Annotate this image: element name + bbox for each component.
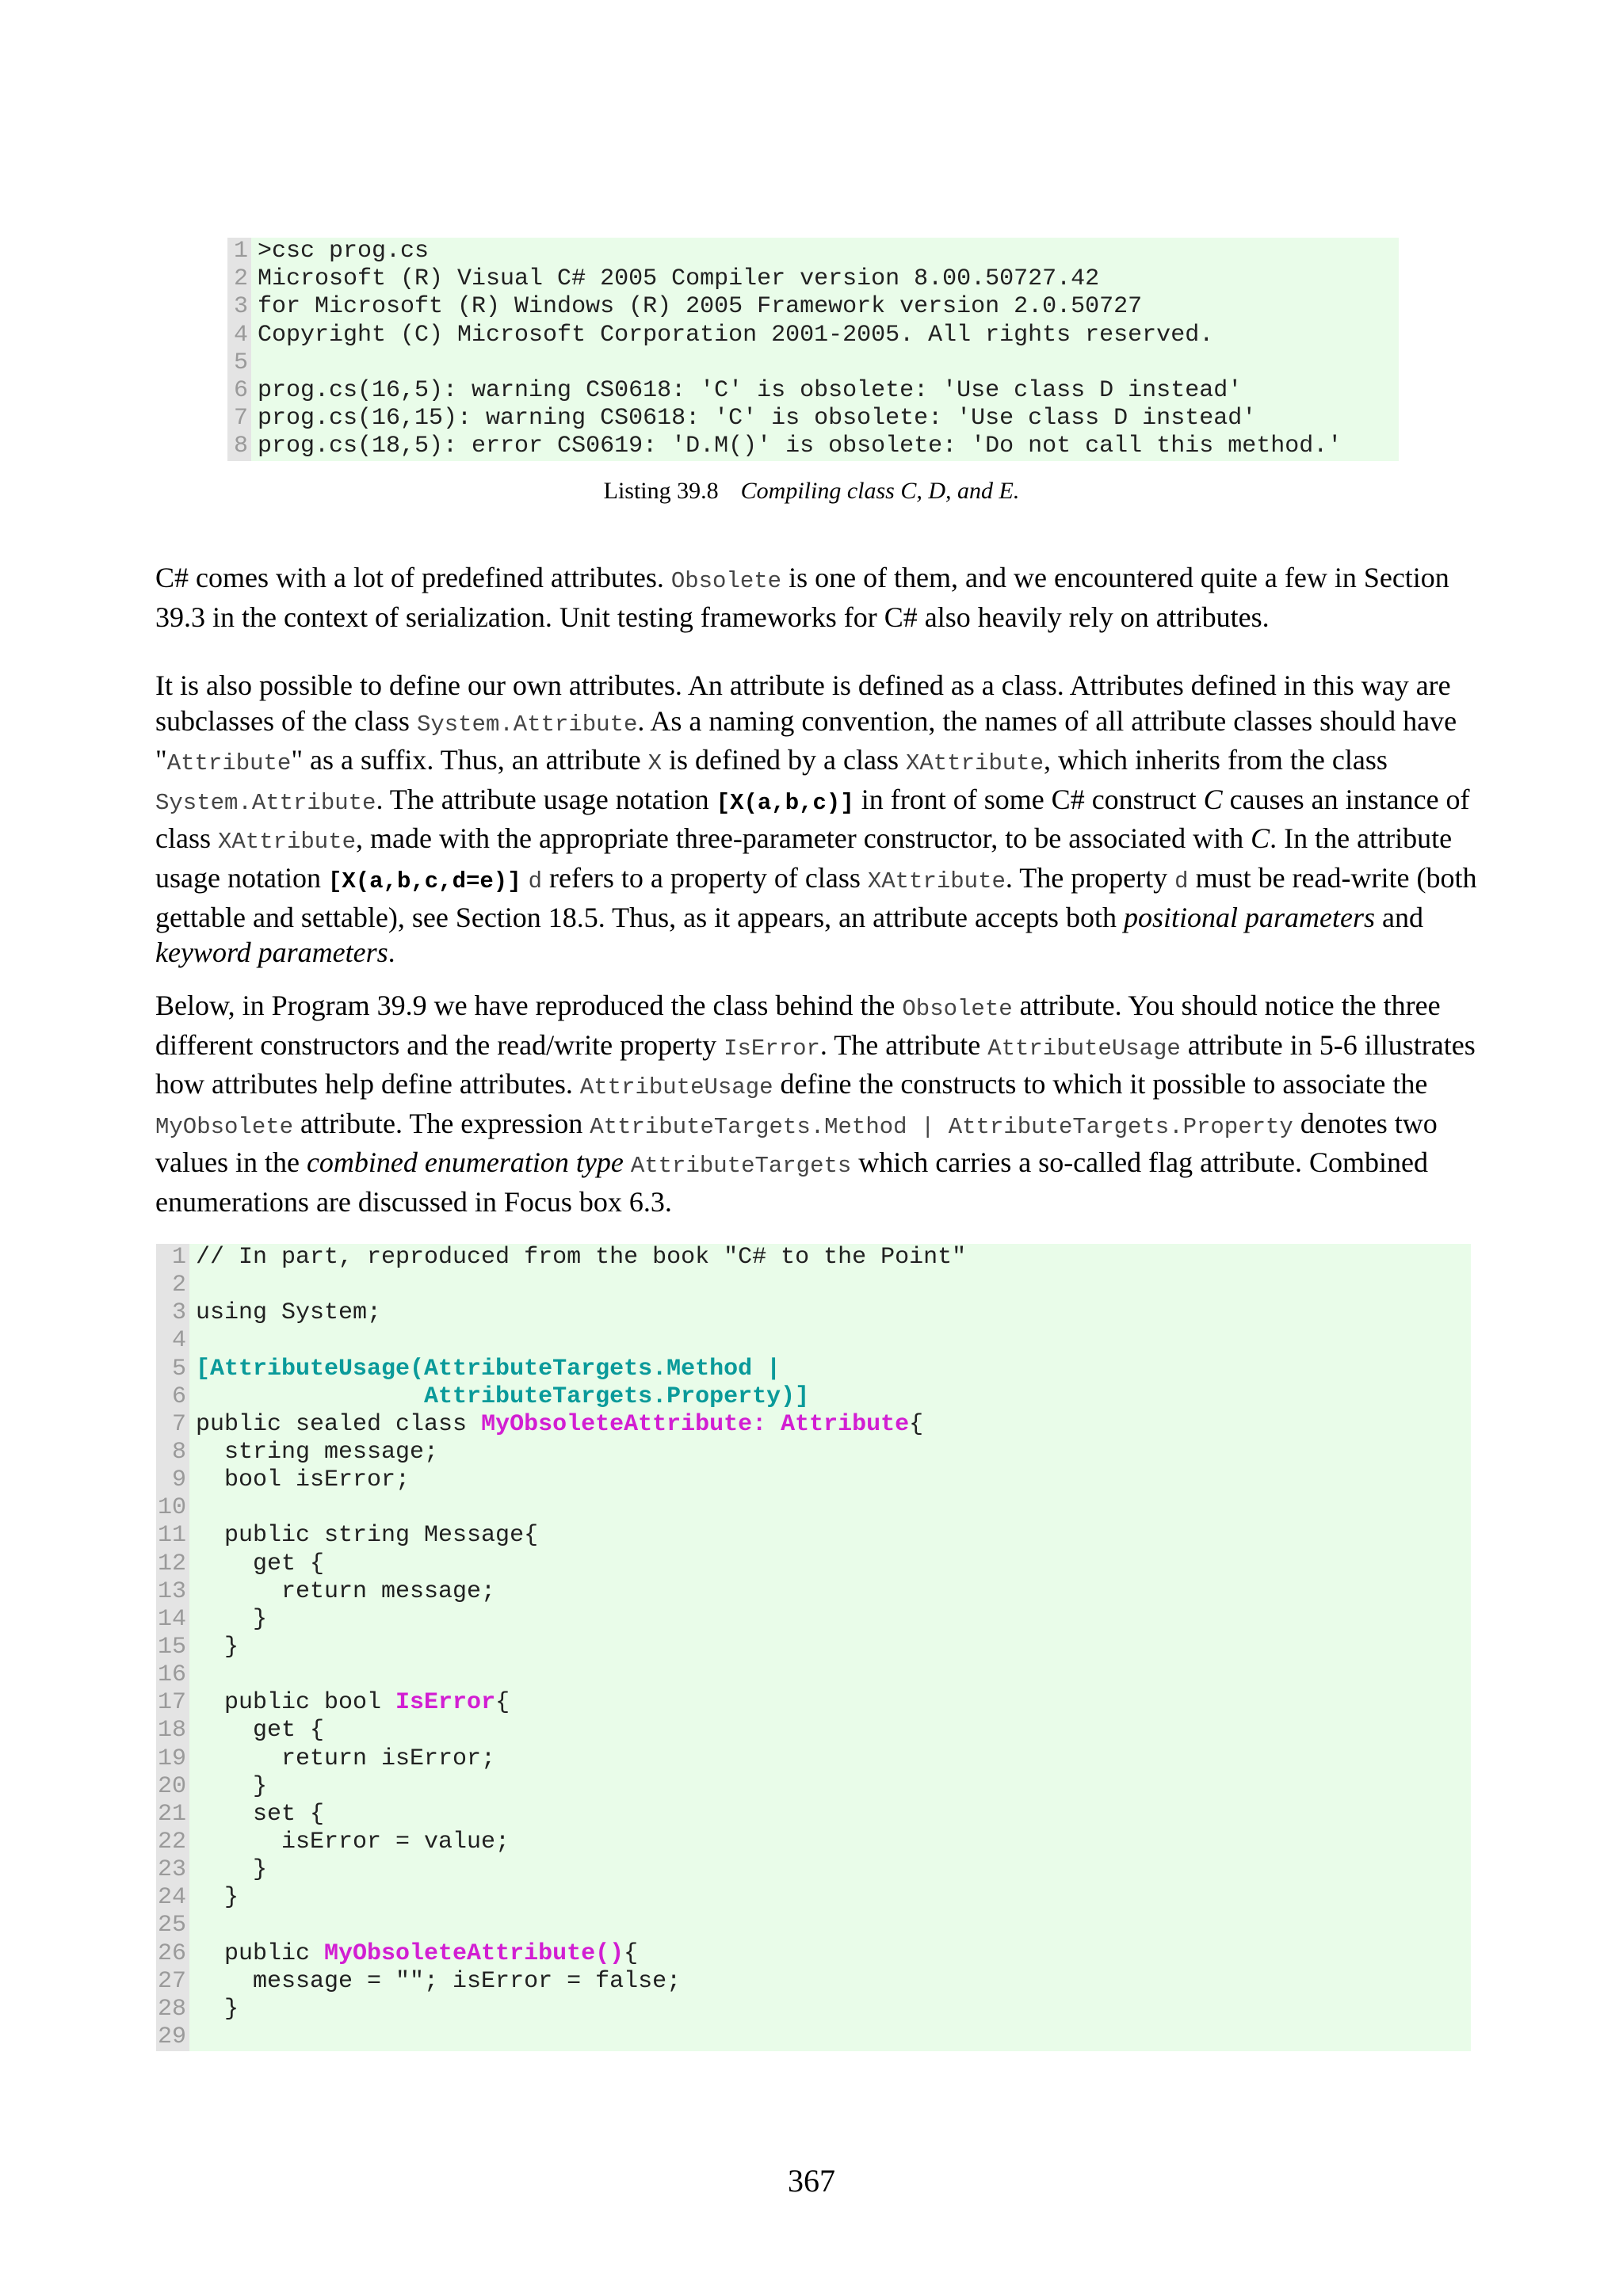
code-segment: {: [909, 1410, 924, 1438]
code-segment: public: [196, 1939, 325, 1967]
code-text: for Microsoft (R) Windows (R) 2005 Framework version 2.0.50727: [258, 293, 1143, 321]
line-number: 11: [156, 1522, 189, 1550]
code-line: [156, 1829, 1471, 1856]
program-listing: [156, 1244, 1471, 2051]
compile-listing: [227, 238, 1399, 461]
code-segment: {: [495, 1689, 510, 1717]
code-segment: return message;: [196, 1577, 496, 1605]
code-line: [227, 433, 1399, 460]
code-segment: {: [624, 1939, 639, 1967]
code-text: [189, 1968, 681, 1996]
code-text: [189, 1494, 196, 1522]
code-text: [189, 1466, 410, 1494]
page-number: 367: [788, 2163, 835, 2199]
code-line: [227, 293, 1399, 321]
line-number: 29: [156, 2023, 189, 2051]
code-text: [189, 1244, 966, 1272]
code-line: [156, 1689, 1471, 1717]
code-segment: isError = value;: [196, 1828, 510, 1855]
code-line: [156, 1522, 1471, 1550]
code-text: prog.cs(16,5): warning CS0618: 'C' is obsolete: 'Use class D instead': [258, 376, 1243, 404]
code-line: [156, 1856, 1471, 1884]
code-line: [156, 1494, 1471, 1522]
code-text: [189, 1272, 196, 1299]
code-segment: return isError;: [196, 1745, 496, 1772]
code-text: [189, 1773, 267, 1801]
code-segment: message = ""; isError = false;: [196, 1967, 682, 1995]
code-text: [189, 1550, 324, 1578]
code-segment: }: [196, 1856, 268, 1884]
code-line: [156, 1884, 1471, 1912]
code-text: [189, 1411, 923, 1439]
code-line: [156, 1606, 1471, 1634]
code-line: [156, 1299, 1471, 1327]
code-line: [156, 1996, 1471, 2023]
paragraph-program-description: Below, in Program 39.9 we have reproduced the class behind the Obsolete attribute. You should notice the three different constructors and the read/write property IsError. The attribute AttributeUsage attribute in 5-6 illustrates how attributes help define attributes. AttributeUsage define the constructs to which it possible to associate the MyObsolete attribute. The expression AttributeTargets.Method | AttributeTargets.Property denotes two values in the combined enumeration type AttributeTargets which carries a so-called flag attribute. Combined enumerations are discussed in Focus box 6.3.: [155, 990, 1476, 1218]
line-number: 20: [156, 1773, 189, 1801]
code-keyword: [AttributeUsage(AttributeTargets.Method |: [196, 1355, 781, 1383]
code-text: Microsoft (R) Visual C# 2005 Compiler version 8.00.50727.42: [258, 265, 1100, 293]
code-segment: set {: [196, 1800, 325, 1828]
line-number: 4: [227, 322, 251, 349]
code-text: [189, 1327, 196, 1355]
line-number: 14: [156, 1606, 189, 1634]
line-number: 22: [156, 1829, 189, 1856]
code-line: [156, 1968, 1471, 1996]
listing-caption: [0, 478, 1623, 505]
code-text: >csc prog.cs: [258, 238, 430, 265]
code-segment: // In part, reproduced from the book "C# to the Point": [196, 1244, 967, 1271]
code-text: prog.cs(18,5): error CS0619: 'D.M()' is obsolete: 'Do not call this method.': [258, 433, 1342, 460]
code-line: [227, 238, 1399, 265]
line-number: 7: [156, 1411, 189, 1439]
code-line: [156, 1912, 1471, 1939]
paragraph-predefined-attributes: C# comes with a lot of predefined attributes. Obsolete is one of them, and we encountered quite a few in Section 39.3 in the context of serialization. Unit testing frameworks for C# also heavily rely on attributes.: [155, 562, 1449, 633]
line-number: 21: [156, 1801, 189, 1829]
code-line: [156, 1717, 1471, 1745]
line-number: 7: [227, 405, 251, 433]
code-keyword: MyObsoleteAttribute(): [324, 1939, 624, 1967]
code-line: [156, 1801, 1471, 1829]
caption-title: Compiling class C, D, and E.: [740, 478, 1020, 504]
code-line: [156, 1773, 1471, 1801]
line-number: 15: [156, 1634, 189, 1661]
code-line: [156, 1550, 1471, 1578]
line-number: 1: [227, 238, 251, 265]
code-text: [189, 2023, 196, 2051]
line-number: 23: [156, 1856, 189, 1884]
code-segment: using System;: [196, 1299, 382, 1327]
code-line: [156, 1634, 1471, 1661]
line-number: 9: [156, 1466, 189, 1494]
line-number: 5: [156, 1356, 189, 1383]
code-line: [156, 1578, 1471, 1606]
code-line: [156, 2023, 1471, 2051]
code-line: [156, 1661, 1471, 1689]
code-text: [189, 1745, 495, 1773]
code-line: [156, 1244, 1471, 1272]
line-number: 24: [156, 1884, 189, 1912]
code-line: [156, 1745, 1471, 1773]
line-number: 18: [156, 1717, 189, 1745]
code-text: [189, 1856, 267, 1884]
line-number: 25: [156, 1912, 189, 1939]
code-line: [156, 1383, 1471, 1411]
code-line: [156, 1411, 1471, 1439]
code-line: [156, 1327, 1471, 1355]
line-number: 13: [156, 1578, 189, 1606]
code-line: [227, 265, 1399, 293]
line-number: 6: [156, 1383, 189, 1411]
code-line: [156, 1272, 1471, 1299]
line-number: 10: [156, 1494, 189, 1522]
code-text: [189, 1578, 495, 1606]
line-number: 17: [156, 1689, 189, 1717]
line-number: 8: [227, 433, 251, 460]
code-text: [189, 1661, 196, 1689]
line-number: 12: [156, 1550, 189, 1578]
line-number: 4: [156, 1327, 189, 1355]
code-text: [189, 1884, 239, 1912]
code-segment: public bool: [196, 1689, 396, 1717]
code-segment: bool isError;: [196, 1466, 411, 1494]
line-number: 19: [156, 1745, 189, 1773]
code-segment: }: [196, 1884, 239, 1912]
code-line: [227, 322, 1399, 349]
code-text: [189, 1522, 538, 1550]
code-segment: public string Message{: [196, 1522, 539, 1550]
code-text: [189, 1801, 324, 1829]
code-line: [227, 377, 1399, 405]
caption-label: Listing 39.8: [603, 478, 719, 504]
line-number: 27: [156, 1968, 189, 1996]
code-line: [156, 1439, 1471, 1466]
line-number: 26: [156, 1940, 189, 1968]
code-text: Copyright (C) Microsoft Corporation 2001-2005. All rights reserved.: [258, 321, 1214, 349]
code-text: [189, 1299, 381, 1327]
code-text: [189, 1717, 324, 1745]
code-segment: }: [196, 1772, 268, 1800]
code-line: [156, 1356, 1471, 1383]
code-keyword: IsError: [395, 1689, 496, 1717]
code-line: [227, 405, 1399, 433]
line-number: 3: [227, 293, 251, 321]
line-number: 28: [156, 1996, 189, 2023]
code-line: [156, 1940, 1471, 1968]
line-number: 8: [156, 1439, 189, 1466]
line-number: 1: [156, 1244, 189, 1272]
code-text: [189, 1940, 638, 1968]
line-number: 3: [156, 1299, 189, 1327]
line-number: 2: [156, 1272, 189, 1299]
code-text: [189, 1912, 196, 1939]
code-text: [189, 1383, 809, 1411]
code-text: prog.cs(16,15): warning CS0618: 'C' is obsolete: 'Use class D instead': [258, 405, 1257, 433]
paragraph-own-attributes: It is also possible to define our own attributes. An attribute is defined as a class. Attributes defined in this way are subclasses of the class System.Attribute. As a naming convention, the names of all attribute classes should have "Attribute" as a suffix. Thus, an attribute X is defined by a class XAttribute, which inherits from the class System.Attribute. The attribute usage notation [X(a,b,c)] in front of some C# construct C causes an instance of class XAttribute, made with the appropriate three-parameter constructor, to be associated with C. In the attribute usage notation [X(a,b,c,d=e)] d refers to a property of class XAttribute. The property d must be read-write (both gettable and settable), see Section 18.5. Thus, as it appears, an attribute accepts both positional parameters and keyword parameters.: [155, 669, 1477, 969]
code-segment: public sealed class: [196, 1410, 482, 1438]
code-text: [189, 1634, 239, 1661]
code-text: [251, 349, 258, 377]
code-segment: get {: [196, 1717, 325, 1745]
line-number: 6: [227, 377, 251, 405]
code-text: [189, 1439, 438, 1466]
code-segment: string message;: [196, 1438, 439, 1466]
code-segment: get {: [196, 1550, 325, 1577]
code-text: [189, 1996, 239, 2023]
code-text: [189, 1689, 510, 1717]
code-line: [227, 349, 1399, 377]
line-number: 5: [227, 349, 251, 377]
code-keyword: MyObsoleteAttribute: Attribute: [481, 1410, 910, 1438]
code-segment: }: [196, 1605, 268, 1633]
line-number: 2: [227, 265, 251, 293]
code-text: [189, 1356, 781, 1383]
code-text: [189, 1606, 267, 1634]
code-keyword: AttributeTargets.Property)]: [196, 1383, 810, 1410]
code-segment: }: [196, 1995, 239, 2023]
line-number: 16: [156, 1661, 189, 1689]
code-line: [156, 1466, 1471, 1494]
code-text: [189, 1829, 510, 1856]
code-segment: }: [196, 1633, 239, 1661]
